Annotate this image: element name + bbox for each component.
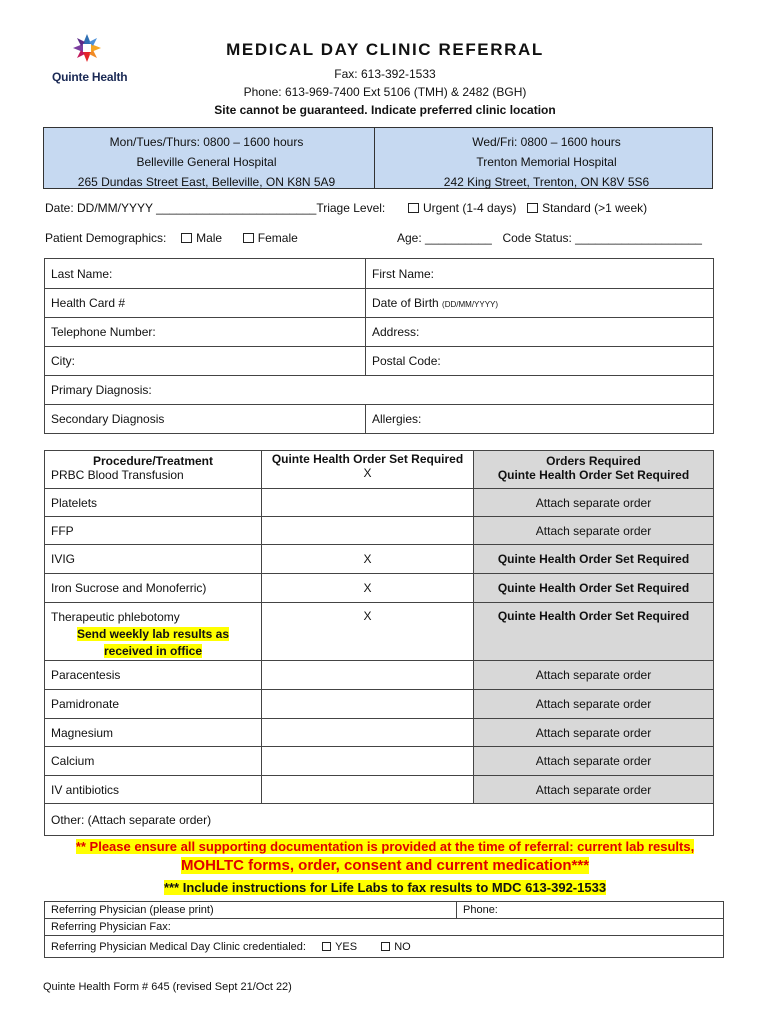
city-field[interactable]: City:	[45, 347, 366, 376]
last-name-field[interactable]: Last Name:	[45, 259, 366, 289]
logo-text: Quinte Health	[52, 70, 128, 84]
credentialed-row	[45, 936, 724, 958]
site-right-hours: Wed/Fri: 0800 – 1600 hours	[472, 135, 621, 149]
physician-table	[44, 901, 724, 958]
orders-cell-10: Attach separate order	[474, 776, 714, 804]
health-card-field[interactable]: Health Card #	[45, 289, 366, 318]
yes-checkbox[interactable]	[322, 942, 331, 951]
code-status-field[interactable]: Code Status: ___________________	[502, 231, 702, 245]
site-left-hours: Mon/Tues/Thurs: 0800 – 1600 hours	[109, 135, 304, 149]
urgent-checkbox[interactable]	[408, 203, 419, 213]
procedure-row-5[interactable]: Therapeutic phlebotomy Send weekly lab results as received in office	[45, 603, 262, 661]
age-field[interactable]: Age: __________	[397, 231, 492, 245]
female-checkbox[interactable]	[243, 233, 254, 243]
lab-results-note-2: received in office	[103, 644, 203, 658]
patient-info-table	[44, 258, 714, 434]
orderset-cell-2[interactable]	[262, 517, 474, 545]
orderset-cell-6[interactable]	[262, 661, 474, 690]
orderset-cell-7[interactable]	[262, 690, 474, 719]
orders-cell-0: Orders Required Quinte Health Order Set Required	[474, 451, 714, 489]
orderset-cell-9[interactable]	[262, 747, 474, 776]
orderset-cell-1[interactable]	[262, 489, 474, 517]
site-right-address: 242 King Street, Trenton, ON K8V 5S6	[443, 175, 650, 189]
lab-results-note: Send weekly lab results as	[76, 627, 230, 641]
site-belleville[interactable]	[44, 132, 369, 192]
address-field[interactable]: Address:	[366, 318, 714, 347]
other-procedure-field[interactable]: Other: (Attach separate order)	[45, 804, 714, 836]
page-title: MEDICAL DAY CLINIC REFERRAL	[226, 40, 544, 59]
orderset-cell-8[interactable]	[262, 719, 474, 747]
procedure-row-10[interactable]: IV antibiotics	[45, 776, 262, 804]
clinic-sites-box	[43, 127, 713, 189]
procedure-row-1[interactable]: Platelets	[45, 489, 262, 517]
phone-number: Phone: 613-969-7400 Ext 5106 (TMH) & 2482 (BGH)	[243, 85, 527, 99]
orders-cell-3: Quinte Health Order Set Required	[474, 545, 714, 574]
procedure-header: Procedure/Treatment	[92, 454, 214, 468]
documentation-notice-2: MOHLTC forms, order, consent and current medication***	[180, 857, 590, 874]
no-checkbox[interactable]	[381, 942, 390, 951]
dob-field[interactable]: Date of Birth (DD/MM/YYYY)	[366, 289, 714, 318]
female-label: Female	[257, 231, 298, 245]
orders-cell-6: Attach separate order	[474, 661, 714, 690]
orderset-cell-5[interactable]: X	[262, 603, 474, 661]
orderset-cell-0[interactable]: Quinte Health Order Set Required X	[262, 451, 474, 489]
date-field[interactable]: Date: DD/MM/YYYY ________________________	[45, 201, 317, 215]
demographics-label: Patient Demographics:	[45, 231, 167, 245]
yes-label: YES	[335, 940, 358, 953]
site-note: Site cannot be guaranteed. Indicate preferred clinic location	[214, 103, 556, 117]
male-label: Male	[196, 231, 223, 245]
male-checkbox[interactable]	[181, 233, 192, 243]
procedure-row-9[interactable]: Calcium	[45, 747, 262, 776]
procedure-row-6[interactable]: Paracentesis	[45, 661, 262, 690]
procedure-row-7[interactable]: Pamidronate	[45, 690, 262, 719]
procedure-row-8[interactable]: Magnesium	[45, 719, 262, 747]
documentation-notice: ** Please ensure all supporting documentation is provided at the time of referral: current lab results,	[75, 839, 695, 854]
orders-cell-2: Attach separate order	[474, 517, 714, 545]
procedure-row-0[interactable]: Procedure/Treatment PRBC Blood Transfusion	[45, 451, 262, 489]
standard-checkbox[interactable]	[527, 203, 538, 213]
orders-cell-8: Attach separate order	[474, 719, 714, 747]
procedure-row-4[interactable]: Iron Sucrose and Monoferric)	[45, 574, 262, 603]
site-right-name: Trenton Memorial Hospital	[476, 155, 617, 169]
orderset-cell-4[interactable]: X	[262, 574, 474, 603]
procedure-row-3[interactable]: IVIG	[45, 545, 262, 574]
allergies-field[interactable]: Allergies:	[366, 405, 714, 434]
physician-fax-field[interactable]: Referring Physician Fax:	[45, 919, 724, 936]
site-left-name: Belleville General Hospital	[136, 155, 277, 169]
orderset-cell-3[interactable]: X	[262, 545, 474, 574]
primary-diagnosis-field[interactable]: Primary Diagnosis:	[45, 376, 714, 405]
physician-phone-field[interactable]: Phone:	[457, 902, 724, 919]
orders-cell-9: Attach separate order	[474, 747, 714, 776]
orderset-cell-10[interactable]	[262, 776, 474, 804]
site-trenton[interactable]	[379, 132, 714, 192]
orders-header: Orders Required	[546, 454, 641, 468]
urgent-label: Urgent (1-4 days)	[423, 201, 517, 215]
secondary-diagnosis-field[interactable]: Secondary Diagnosis	[45, 405, 366, 434]
orders-cell-1: Attach separate order	[474, 489, 714, 517]
fax-number: Fax: 613-392-1533	[334, 67, 436, 81]
credentialed-label: Referring Physician Medical Day Clinic credentialed:	[51, 940, 306, 953]
form-number-footer: Quinte Health Form # 645 (revised Sept 21/Oct 22)	[43, 981, 292, 993]
first-name-field[interactable]: First Name:	[366, 259, 714, 289]
orders-cell-4: Quinte Health Order Set Required	[474, 574, 714, 603]
triage-label: Triage Level:	[316, 201, 386, 215]
lifelabs-instruction: *** Include instructions for Life Labs to fax results to MDC 613-392-1533	[163, 880, 607, 895]
telephone-field[interactable]: Telephone Number:	[45, 318, 366, 347]
no-label: NO	[394, 940, 411, 953]
physician-name-field[interactable]: Referring Physician (please print)	[45, 902, 457, 919]
orderset-header: Quinte Health Order Set Required	[271, 452, 464, 466]
procedure-row-2[interactable]: FFP	[45, 517, 262, 545]
postal-code-field[interactable]: Postal Code:	[366, 347, 714, 376]
site-left-address: 265 Dundas Street East, Belleville, ON K8N 5A9	[77, 175, 336, 189]
standard-label: Standard (>1 week)	[542, 201, 648, 215]
orders-cell-5: Quinte Health Order Set Required	[474, 603, 714, 661]
orders-cell-7: Attach separate order	[474, 690, 714, 719]
procedures-table	[44, 450, 714, 836]
